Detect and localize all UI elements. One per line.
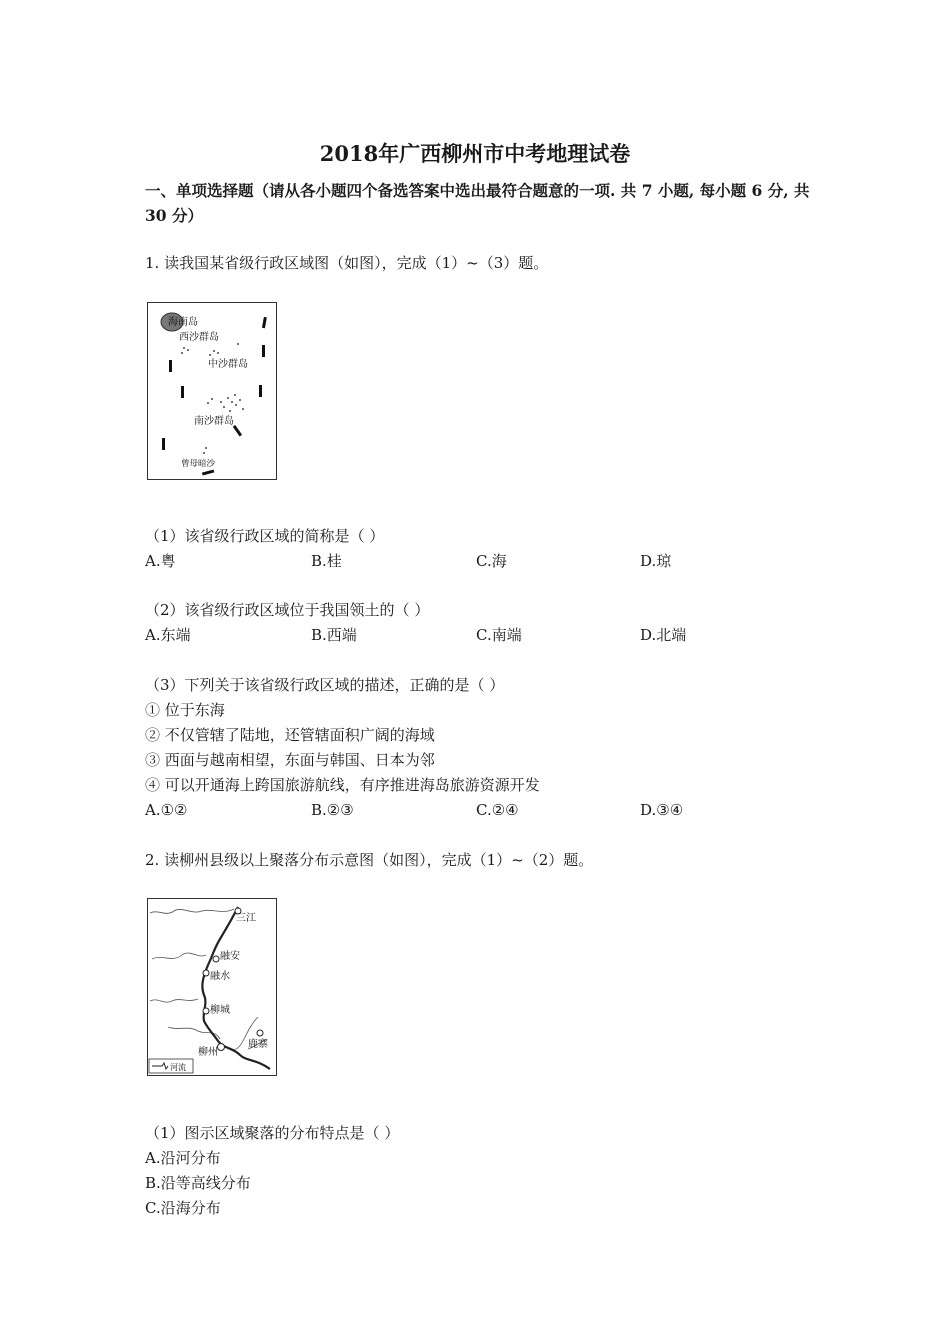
map-label-sanjiang: 三江 — [236, 913, 256, 924]
option-d[interactable]: D.北端 — [640, 626, 687, 644]
statement-1: ① 位于东海 — [145, 701, 225, 719]
map-label-zhongsha: 中沙群岛 — [208, 359, 248, 370]
option-a[interactable]: A.①② — [145, 801, 188, 819]
map-label-nansha: 南沙群岛 — [194, 416, 234, 427]
hainan-map — [147, 302, 277, 480]
section-heading: 一、单项选择题（请从各小题四个备选答案中选出最符合题意的一项. 共 7 小题, 每小题 6 分, 共 30 分） — [145, 181, 810, 225]
question-1-2-stem: （2）该省级行政区域位于我国领土的（ ） — [145, 601, 430, 619]
liuzhou-map — [147, 898, 277, 1076]
option-b[interactable]: B.桂 — [311, 552, 342, 570]
map-label-luzhai: 鹿寨 — [248, 1039, 268, 1050]
map-label-hainan: 海南岛 — [168, 317, 198, 328]
option-c[interactable]: C.②④ — [476, 801, 519, 819]
option-c[interactable]: C.沿海分布 — [145, 1199, 221, 1217]
question-2-stem: 2. 读柳州县级以上聚落分布示意图（如图），完成（1）~（2）题。 — [145, 851, 594, 869]
legend-label: 河流 — [170, 1063, 186, 1072]
map-label-zengmu: 曾母暗沙 — [181, 459, 216, 469]
map-label-rongan: 融安 — [220, 951, 240, 962]
question-1-stem: 1. 读我国某省级行政区域图（如图），完成（1）~（3）题。 — [145, 254, 549, 272]
option-a[interactable]: A.粤 — [145, 552, 176, 570]
page-title: 2018年广西柳州市中考地理试卷 — [319, 141, 631, 166]
option-b[interactable]: B.沿等高线分布 — [145, 1174, 251, 1192]
statement-3: ③ 西面与越南相望，东面与韩国、日本为邻 — [145, 751, 435, 769]
option-c[interactable]: C.南端 — [476, 626, 522, 644]
question-2-1-stem: （1）图示区域聚落的分布特点是（ ） — [145, 1124, 400, 1142]
option-d[interactable]: D.③④ — [640, 801, 684, 819]
option-b[interactable]: B.②③ — [311, 801, 354, 819]
statement-4: ④ 可以开通海上跨国旅游航线，有序推进海岛旅游资源开发 — [145, 776, 540, 794]
option-a[interactable]: A.沿河分布 — [145, 1149, 221, 1167]
option-b[interactable]: B.西端 — [311, 626, 357, 644]
question-1-3-stem: （3）下列关于该省级行政区域的描述，正确的是（ ） — [145, 676, 505, 694]
question-1-1-stem: （1）该省级行政区域的简称是（ ） — [145, 527, 385, 545]
option-a[interactable]: A.东端 — [145, 626, 191, 644]
map-label-xisha: 西沙群岛 — [179, 332, 219, 343]
option-c[interactable]: C.海 — [476, 552, 507, 570]
statement-2: ② 不仅管辖了陆地，还管辖面积广阔的海域 — [145, 726, 435, 744]
map-label-liuzhou: 柳州 — [198, 1047, 218, 1058]
map-label-rongshui: 融水 — [210, 971, 230, 982]
option-d[interactable]: D.琼 — [640, 552, 672, 570]
map-label-liucheng: 柳城 — [210, 1005, 230, 1016]
